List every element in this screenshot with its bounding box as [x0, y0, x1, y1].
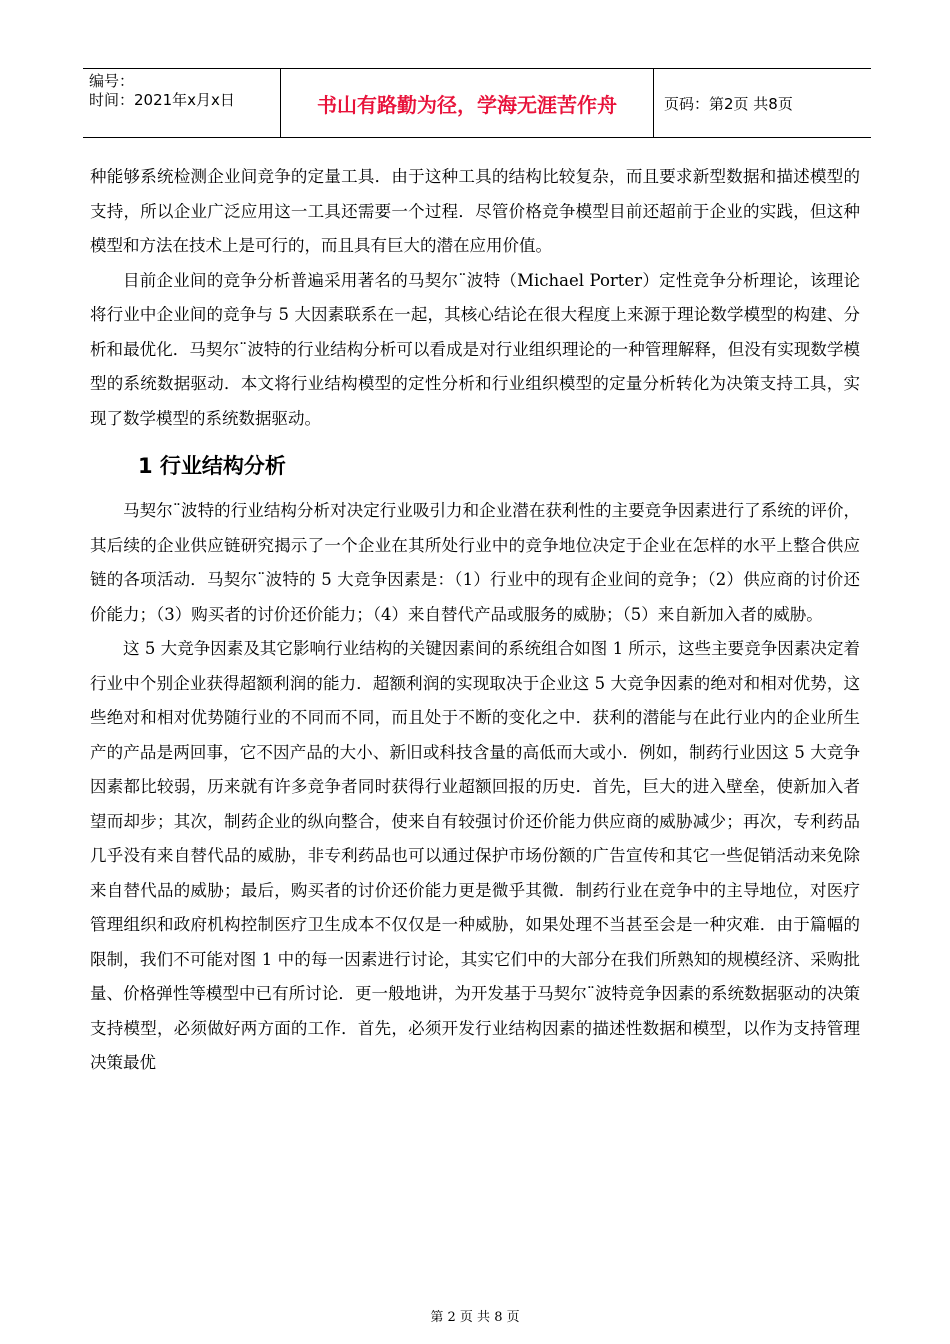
paragraph: 这 5 大竞争因素及其它影响行业结构的关键因素间的系统组合如图 1 所示，这些主要竞争因素决定着行业中个别企业获得超额利润的能力．超额利润的实现取决于企业这 5 大竞争因素的绝对和相对优势，这些绝对和相对优势随行业的不同而不同，而且处于不断的变化之中．获利的潜能与在此行业内的企业所生产的产品是两回事，它不因产品的大小、新旧或科技含量的高低而大或小．例如，制药行业因这 5 大竞争因素都比较弱，历来就有许多竞争者同时获得行业超额回报的历史．首先，巨大的进入壁垒，使新加入者望而却步；其次，制药企业的纵向整合，使来自有较强讨价还价能力供应商的威胁减少；再次，专利药品几乎没有来自替代品的威胁，非专利药品也可以通过保护市场份额的广告宣传和其它一些促销活动来免除来自替代品的威胁；最后，购买者的讨价还价能力更是微乎其微．制药行业在竞争中的主导地位，对医疗管理组织和政府机构控制医疗卫生成本不仅仅是一种威胁，如果处理不当甚至会是一种灾难．由于篇幅的限制，我们不可能对图 1 中的每一因素进行讨论，其实它们中的大部分在我们所熟知的规模经济、采购批量、价格弹性等模型中已有所讨论．更一般地讲，为开发基于马契尔¨波特竞争因素的系统数据驱动的决策支持模型，必须做好两方面的工作．首先，必须开发行业结构因素的描述性数据和模型，以作为支持管理决策最优: [90, 639, 860, 1072]
page-header: [83, 68, 871, 138]
header-motto: 书山有路勤为径，学海无涯苦作舟: [281, 69, 654, 137]
paragraph: 目前企业间的竞争分析普遍采用著名的马契尔¨波特（Michael Porter）定性竞争分析理论，该理论将行业中企业间的竞争与 5 大因素联系在一起，其核心结论在很大程度上来源于理论数学模型的构建、分析和最优化．马契尔¨波特的行业结构分析可以看成是对行业组织理论的一种管理解释，但没有实现数学模型的系统数据驱动．本文将行业结构模型的定性分析和行业组织模型的定量分析转化为决策支持工具，实现了数学模型的系统数据驱动。: [90, 270, 860, 428]
page-footer: 第 2 页 共 8 页: [430, 1310, 520, 1325]
document-date-label: 时间：2021年x月x日: [89, 91, 235, 109]
document-code-label: 编号：: [89, 72, 135, 90]
section-heading: 1 行业结构分析: [138, 454, 286, 478]
paragraph-continued: 种能够系统检测企业间竞争的定量工具．由于这种工具的结构比较复杂，而且要求新型数据和描述模型的支持，所以企业广泛应用这一工具还需要一个过程．尽管价格竞争模型目前还超前于企业的实践，但这种模型和方法在技术上是可行的，而且具有巨大的潜在应用价值。: [90, 167, 860, 255]
document-body: [90, 160, 860, 1081]
header-meta: [83, 69, 281, 137]
paragraph: 马契尔¨波特的行业结构分析对决定行业吸引力和企业潜在获利性的主要竞争因素进行了系统的评价，其后续的企业供应链研究揭示了一个企业在其所处行业中的竞争地位决定于企业在怎样的水平上整合供应链的各项活动．马契尔¨波特的 5 大竞争因素是：（1）行业中的现有企业间的竞争；（2）供应商的讨价还价能力；（3）购买者的讨价还价能力；（4）来自替代产品或服务的威胁；（5）来自新加入者的威胁。: [90, 501, 860, 624]
header-page-info: 页码：第2页 共8页: [664, 94, 793, 113]
